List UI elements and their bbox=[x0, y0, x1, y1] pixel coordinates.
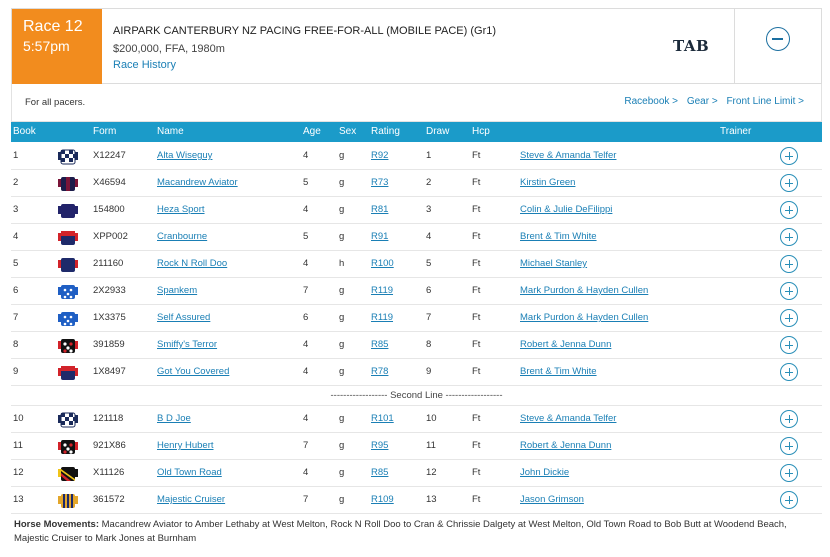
race-history-link[interactable]: Race History bbox=[113, 59, 176, 71]
draw-value: 2 bbox=[426, 177, 432, 188]
add-plus-icon[interactable] bbox=[780, 228, 798, 246]
age-value: 4 bbox=[303, 339, 309, 350]
book-number: 11 bbox=[13, 440, 23, 451]
horse-name-link[interactable]: Majestic Cruiser bbox=[157, 494, 226, 505]
table-row bbox=[11, 251, 822, 278]
age-value: 4 bbox=[303, 413, 309, 424]
rating-link[interactable]: R119 bbox=[371, 312, 394, 323]
hcp-value: Ft bbox=[472, 177, 481, 188]
age-value: 4 bbox=[303, 467, 309, 478]
table-row bbox=[11, 197, 822, 224]
silk-black-red-white-spots-icon bbox=[58, 335, 78, 355]
table-row bbox=[11, 170, 822, 197]
table-row bbox=[11, 460, 822, 487]
form-value: 361572 bbox=[93, 494, 125, 505]
rating-link[interactable]: R119 bbox=[371, 285, 394, 296]
add-plus-icon[interactable] bbox=[780, 282, 798, 300]
draw-value: 5 bbox=[426, 258, 432, 269]
book-number: 1 bbox=[13, 150, 19, 161]
silk-navy-red-icon bbox=[58, 362, 78, 382]
col-name: Name bbox=[157, 126, 184, 137]
add-plus-icon[interactable] bbox=[780, 255, 798, 273]
age-value: 7 bbox=[303, 440, 309, 451]
draw-value: 3 bbox=[426, 204, 432, 215]
trainer-link[interactable]: John Dickie bbox=[520, 467, 570, 478]
form-value: 211160 bbox=[93, 258, 124, 269]
horse-name-link[interactable]: Rock N Roll Doo bbox=[157, 258, 228, 269]
sex-value: g bbox=[339, 285, 345, 296]
form-value: X11126 bbox=[93, 467, 125, 478]
silk-navy-red-sleeves-icon bbox=[58, 254, 78, 274]
draw-value: 1 bbox=[426, 150, 432, 161]
age-value: 6 bbox=[303, 312, 309, 323]
rating-link[interactable]: R73 bbox=[371, 177, 389, 188]
age-value: 4 bbox=[303, 258, 309, 269]
tab-logo: TAB bbox=[673, 37, 710, 55]
add-plus-icon[interactable] bbox=[780, 437, 798, 455]
sex-value: g bbox=[339, 494, 345, 505]
trainer-link[interactable]: Colin & Julie DeFilippi bbox=[520, 204, 613, 215]
draw-value: 10 bbox=[426, 413, 437, 424]
collapse-minus-icon[interactable] bbox=[766, 27, 790, 51]
age-value: 7 bbox=[303, 285, 309, 296]
draw-value: 13 bbox=[426, 494, 437, 505]
trainer-link[interactable]: Steve & Amanda Telfer bbox=[520, 413, 617, 424]
table-row bbox=[11, 305, 822, 332]
add-plus-icon[interactable] bbox=[780, 491, 798, 509]
book-number: 9 bbox=[13, 366, 19, 377]
rating-link[interactable]: R92 bbox=[371, 150, 389, 161]
age-value: 7 bbox=[303, 494, 309, 505]
age-value: 4 bbox=[303, 366, 309, 377]
sex-value: g bbox=[339, 413, 345, 424]
horse-name-link[interactable]: Heza Sport bbox=[157, 204, 205, 215]
race-detail: $200,000, FFA, 1980m bbox=[113, 43, 225, 55]
book-number: 12 bbox=[13, 467, 24, 478]
hcp-value: Ft bbox=[472, 231, 481, 242]
race-title: AIRPARK CANTERBURY NZ PACING FREE-FOR-ALL (MOBILE PACE) (Gr1) bbox=[113, 25, 497, 37]
age-value: 5 bbox=[303, 177, 309, 188]
form-value: 921X86 bbox=[93, 440, 126, 451]
hcp-value: Ft bbox=[472, 258, 481, 269]
racebook-link[interactable]: Racebook > bbox=[624, 96, 679, 107]
col-draw: Draw bbox=[426, 126, 450, 137]
draw-value: 4 bbox=[426, 231, 432, 242]
silk-checked-blue-white-icon bbox=[58, 146, 78, 166]
horse-name-link[interactable]: Macandrew Aviator bbox=[157, 177, 238, 188]
hcp-value: Ft bbox=[472, 204, 481, 215]
book-number: 4 bbox=[13, 231, 19, 242]
form-value: 2X2933 bbox=[93, 285, 126, 296]
add-plus-icon[interactable] bbox=[780, 464, 798, 482]
draw-value: 9 bbox=[426, 366, 432, 377]
trainer-link[interactable]: Michael Stanley bbox=[520, 258, 588, 269]
trainer-link[interactable]: Steve & Amanda Telfer bbox=[520, 150, 617, 161]
table-row bbox=[11, 143, 822, 170]
sex-value: g bbox=[339, 467, 345, 478]
book-number: 7 bbox=[13, 312, 19, 323]
race-subbar bbox=[11, 84, 822, 122]
silk-blue-white-stars-icon bbox=[58, 308, 78, 328]
form-value: XPP002 bbox=[93, 231, 128, 242]
col-age: Age bbox=[303, 126, 321, 137]
age-value: 4 bbox=[303, 204, 309, 215]
silk-navy-icon bbox=[58, 200, 78, 220]
hcp-value: Ft bbox=[472, 312, 481, 323]
draw-value: 8 bbox=[426, 339, 432, 350]
col-form: Form bbox=[93, 126, 117, 137]
rating-link[interactable]: R81 bbox=[371, 204, 389, 215]
table-header bbox=[11, 122, 822, 142]
sex-value: g bbox=[339, 440, 345, 451]
col-sex: Sex bbox=[339, 126, 357, 137]
rating-link[interactable]: R85 bbox=[371, 339, 389, 350]
add-plus-icon[interactable] bbox=[780, 336, 798, 354]
horse-movements-label: Horse Movements: bbox=[14, 519, 99, 530]
form-value: 121118 bbox=[93, 413, 124, 424]
add-plus-icon[interactable] bbox=[780, 309, 798, 327]
form-value: X46594 bbox=[93, 177, 126, 188]
form-value: 391859 bbox=[93, 339, 125, 350]
book-number: 6 bbox=[13, 285, 19, 296]
silk-gold-navy-stripes-icon bbox=[58, 490, 78, 510]
collapse-cell bbox=[734, 9, 822, 84]
add-plus-icon[interactable] bbox=[780, 147, 798, 165]
rating-link[interactable]: R91 bbox=[371, 231, 389, 242]
book-number: 2 bbox=[13, 177, 19, 188]
sex-value: g bbox=[339, 150, 345, 161]
table-row bbox=[11, 406, 822, 433]
horse-name-link[interactable]: Old Town Road bbox=[157, 467, 222, 478]
race-note: For all pacers. bbox=[25, 97, 86, 108]
second-line-divider: ------------------ Second Line ------------------ bbox=[11, 386, 822, 406]
book-number: 3 bbox=[13, 204, 19, 215]
hcp-value: Ft bbox=[472, 467, 481, 478]
col-book: Book bbox=[13, 126, 36, 137]
race-number-box[interactable] bbox=[12, 9, 102, 84]
age-value: 4 bbox=[303, 150, 309, 161]
rating-link[interactable]: R78 bbox=[371, 366, 389, 377]
form-value: 154800 bbox=[93, 204, 125, 215]
hcp-value: Ft bbox=[472, 366, 481, 377]
table-row bbox=[11, 332, 822, 359]
sex-value: g bbox=[339, 366, 345, 377]
trainer-link[interactable]: Mark Purdon & Hayden Cullen bbox=[520, 312, 649, 323]
silk-black-yellow-red-icon bbox=[58, 463, 78, 483]
trainer-link[interactable]: Robert & Jenna Dunn bbox=[520, 440, 612, 451]
sex-value: g bbox=[339, 177, 345, 188]
sex-value: g bbox=[339, 339, 345, 350]
col-hcp: Hcp bbox=[472, 126, 490, 137]
horse-movements bbox=[14, 518, 814, 546]
horse-name-link[interactable]: Got You Covered bbox=[157, 366, 230, 377]
book-number: 5 bbox=[13, 258, 19, 269]
hcp-value: Ft bbox=[472, 339, 481, 350]
rating-link[interactable]: R85 bbox=[371, 467, 389, 478]
hcp-value: Ft bbox=[472, 150, 481, 161]
horse-name-link[interactable]: Alta Wiseguy bbox=[157, 150, 213, 161]
silk-black-red-white-spots-icon bbox=[58, 436, 78, 456]
race-number: Race 12 bbox=[23, 18, 83, 35]
horse-movements-text: Macandrew Aviator to Amber Lethaby at West Melton, Rock N Roll Doo to Cran & Chrissie Dalgety at West Melton, Old Town Road to Bob Butt at Woodend Beach, Majestic Cruiser to Mark Jones at Burnham bbox=[14, 519, 787, 544]
race-time: 5:57pm bbox=[23, 38, 70, 54]
silk-navy-maroon-icon bbox=[58, 173, 78, 193]
rating-link[interactable]: R100 bbox=[371, 258, 394, 269]
horse-name-link[interactable]: B D Joe bbox=[157, 413, 191, 424]
hcp-value: Ft bbox=[472, 494, 481, 505]
form-value: X12247 bbox=[93, 150, 126, 161]
sex-value: g bbox=[339, 312, 345, 323]
race-info bbox=[113, 23, 496, 73]
horse-name-link[interactable]: Self Assured bbox=[157, 312, 211, 323]
horse-name-link[interactable]: Henry Hubert bbox=[157, 440, 214, 451]
add-plus-icon[interactable] bbox=[780, 201, 798, 219]
hcp-value: Ft bbox=[472, 285, 481, 296]
rating-link[interactable]: R101 bbox=[371, 413, 394, 424]
col-trainer: Trainer bbox=[720, 126, 752, 137]
form-value: 1X3375 bbox=[93, 312, 126, 323]
sex-value: g bbox=[339, 231, 345, 242]
horse-name-link[interactable]: Cranbourne bbox=[157, 231, 208, 242]
gear-link[interactable]: Gear > bbox=[686, 96, 718, 107]
rating-link[interactable]: R109 bbox=[371, 494, 394, 505]
sex-value: g bbox=[339, 204, 345, 215]
add-plus-icon[interactable] bbox=[780, 174, 798, 192]
front-line-limit-link[interactable]: Front Line Limit > bbox=[726, 96, 804, 107]
silk-checked-blue-white-icon bbox=[58, 409, 78, 429]
trainer-link[interactable]: Brent & Tim White bbox=[520, 231, 597, 242]
silk-blue-white-stars-icon bbox=[58, 281, 78, 301]
trainer-link[interactable]: Robert & Jenna Dunn bbox=[520, 339, 612, 350]
col-rating: Rating bbox=[371, 126, 400, 137]
book-number: 10 bbox=[13, 413, 24, 424]
horse-name-link[interactable]: Spankem bbox=[157, 285, 198, 296]
trainer-link[interactable]: Jason Grimson bbox=[520, 494, 584, 505]
table-row bbox=[11, 278, 822, 305]
race-header bbox=[11, 8, 822, 84]
table-row bbox=[11, 224, 822, 251]
race-links bbox=[618, 96, 804, 107]
rating-link[interactable]: R95 bbox=[371, 440, 389, 451]
add-plus-icon[interactable] bbox=[780, 410, 798, 428]
age-value: 5 bbox=[303, 231, 309, 242]
form-value: 1X8497 bbox=[93, 366, 126, 377]
table-row bbox=[11, 487, 822, 514]
silk-navy-red-icon bbox=[58, 227, 78, 247]
sex-value: h bbox=[339, 258, 345, 269]
draw-value: 7 bbox=[426, 312, 432, 323]
trainer-link[interactable]: Brent & Tim White bbox=[520, 366, 597, 377]
trainer-link[interactable]: Kirstin Green bbox=[520, 177, 576, 188]
table-row bbox=[11, 433, 822, 460]
draw-value: 11 bbox=[426, 440, 436, 451]
hcp-value: Ft bbox=[472, 413, 481, 424]
draw-value: 6 bbox=[426, 285, 432, 296]
table-row bbox=[11, 359, 822, 386]
book-number: 13 bbox=[13, 494, 24, 505]
horse-name-link[interactable]: Smiffy's Terror bbox=[157, 339, 218, 350]
draw-value: 12 bbox=[426, 467, 437, 478]
hcp-value: Ft bbox=[472, 440, 481, 451]
book-number: 8 bbox=[13, 339, 19, 350]
trainer-link[interactable]: Mark Purdon & Hayden Cullen bbox=[520, 285, 649, 296]
add-plus-icon[interactable] bbox=[780, 363, 798, 381]
